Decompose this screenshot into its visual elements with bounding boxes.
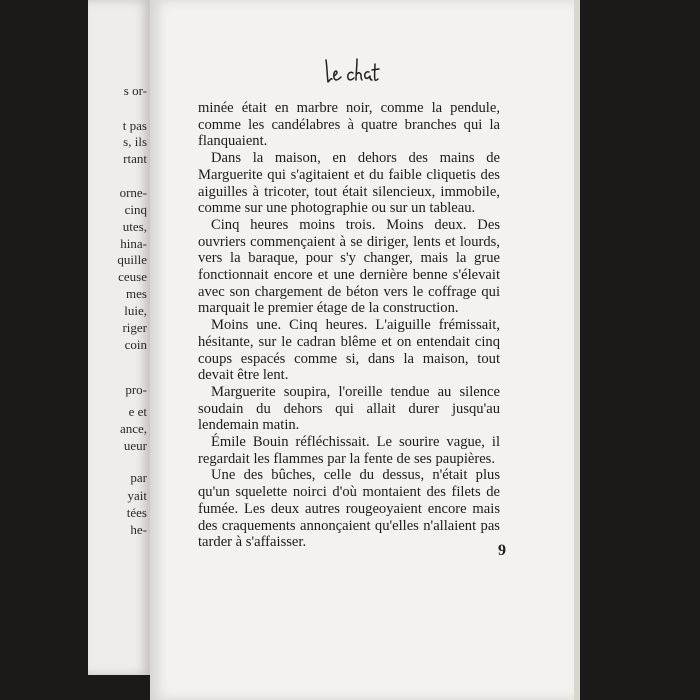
handwritten-signature bbox=[322, 56, 380, 86]
left-fragment: ance, bbox=[119, 421, 147, 436]
left-fragment: rtant bbox=[123, 151, 147, 166]
left-fragment: coin bbox=[124, 337, 147, 352]
left-fragment: utes, bbox=[122, 219, 147, 234]
left-fragment: s, ils bbox=[123, 134, 147, 149]
page-number: 9 bbox=[498, 542, 506, 559]
left-fragment: he- bbox=[130, 522, 147, 537]
left-fragment: ceuse bbox=[118, 269, 147, 284]
paragraph: minée était en marbre noir, comme la pendule, comme les candélabres à quatre branches qui la flanquaient. bbox=[198, 100, 500, 150]
left-fragment: s or- bbox=[123, 83, 147, 98]
paragraph: Moins une. Cinq heures. L'aiguille frémissait, hésitante, sur le cadran blême et on entendait cinq coups espacés comme si, dans la maison, tout devait être lent. bbox=[198, 317, 500, 384]
left-page-text-fragments bbox=[88, 0, 150, 675]
left-fragment: orne- bbox=[119, 185, 147, 200]
left-fragment: mes bbox=[126, 286, 147, 301]
left-page bbox=[88, 0, 150, 675]
paragraph: Dans la maison, en dehors des mains de Marguerite qui s'agitaient et du faible cliquetis des aiguilles à tricoter, tout était silencieux, immobile, comme sur une photographie ou sur un tableau. bbox=[198, 150, 500, 217]
left-fragment: riger bbox=[122, 320, 147, 335]
body-text bbox=[198, 100, 500, 551]
left-fragment: tées bbox=[126, 505, 147, 520]
paragraph: Marguerite soupira, l'oreille tendue au silence soudain du dehors qui allait durer jusqu'au lendemain matin. bbox=[198, 383, 500, 434]
left-fragment: cinq bbox=[124, 202, 147, 217]
left-fragment: hina- bbox=[120, 236, 147, 251]
left-fragment: quille bbox=[117, 252, 147, 267]
left-fragment: luie, bbox=[124, 303, 147, 318]
page-edge bbox=[574, 0, 580, 700]
left-fragment: e et bbox=[128, 404, 147, 419]
left-fragment: par bbox=[130, 470, 147, 485]
left-fragment: t pas bbox=[122, 118, 147, 133]
paragraph: Une des bûches, celle du dessus, n'était plus qu'un squelette noirci d'où montaient des filets de fumée. Les deux autres rougeoyaient encore mais des craquements annonçaient qu'elles n'allaient pas tarder à s'affaisser. bbox=[198, 467, 500, 551]
paragraph: Cinq heures moins trois. Moins deux. Des ouvriers commençaient à se diriger, lents et lourds, vers la baraque, pour s'y changer, mais la grue fonctionnait encore et une dernière benne s'élevait avec son chargement de béton vers le coffrage qui marquait le premier étage de la construction. bbox=[198, 216, 500, 317]
left-fragment: pro- bbox=[125, 382, 147, 397]
left-fragment: yait bbox=[127, 488, 147, 503]
left-fragment: ueur bbox=[123, 438, 147, 453]
paragraph: Émile Bouin réfléchissait. Le sourire vague, il regardait les flammes par la fente de ses paupières. bbox=[198, 434, 500, 467]
